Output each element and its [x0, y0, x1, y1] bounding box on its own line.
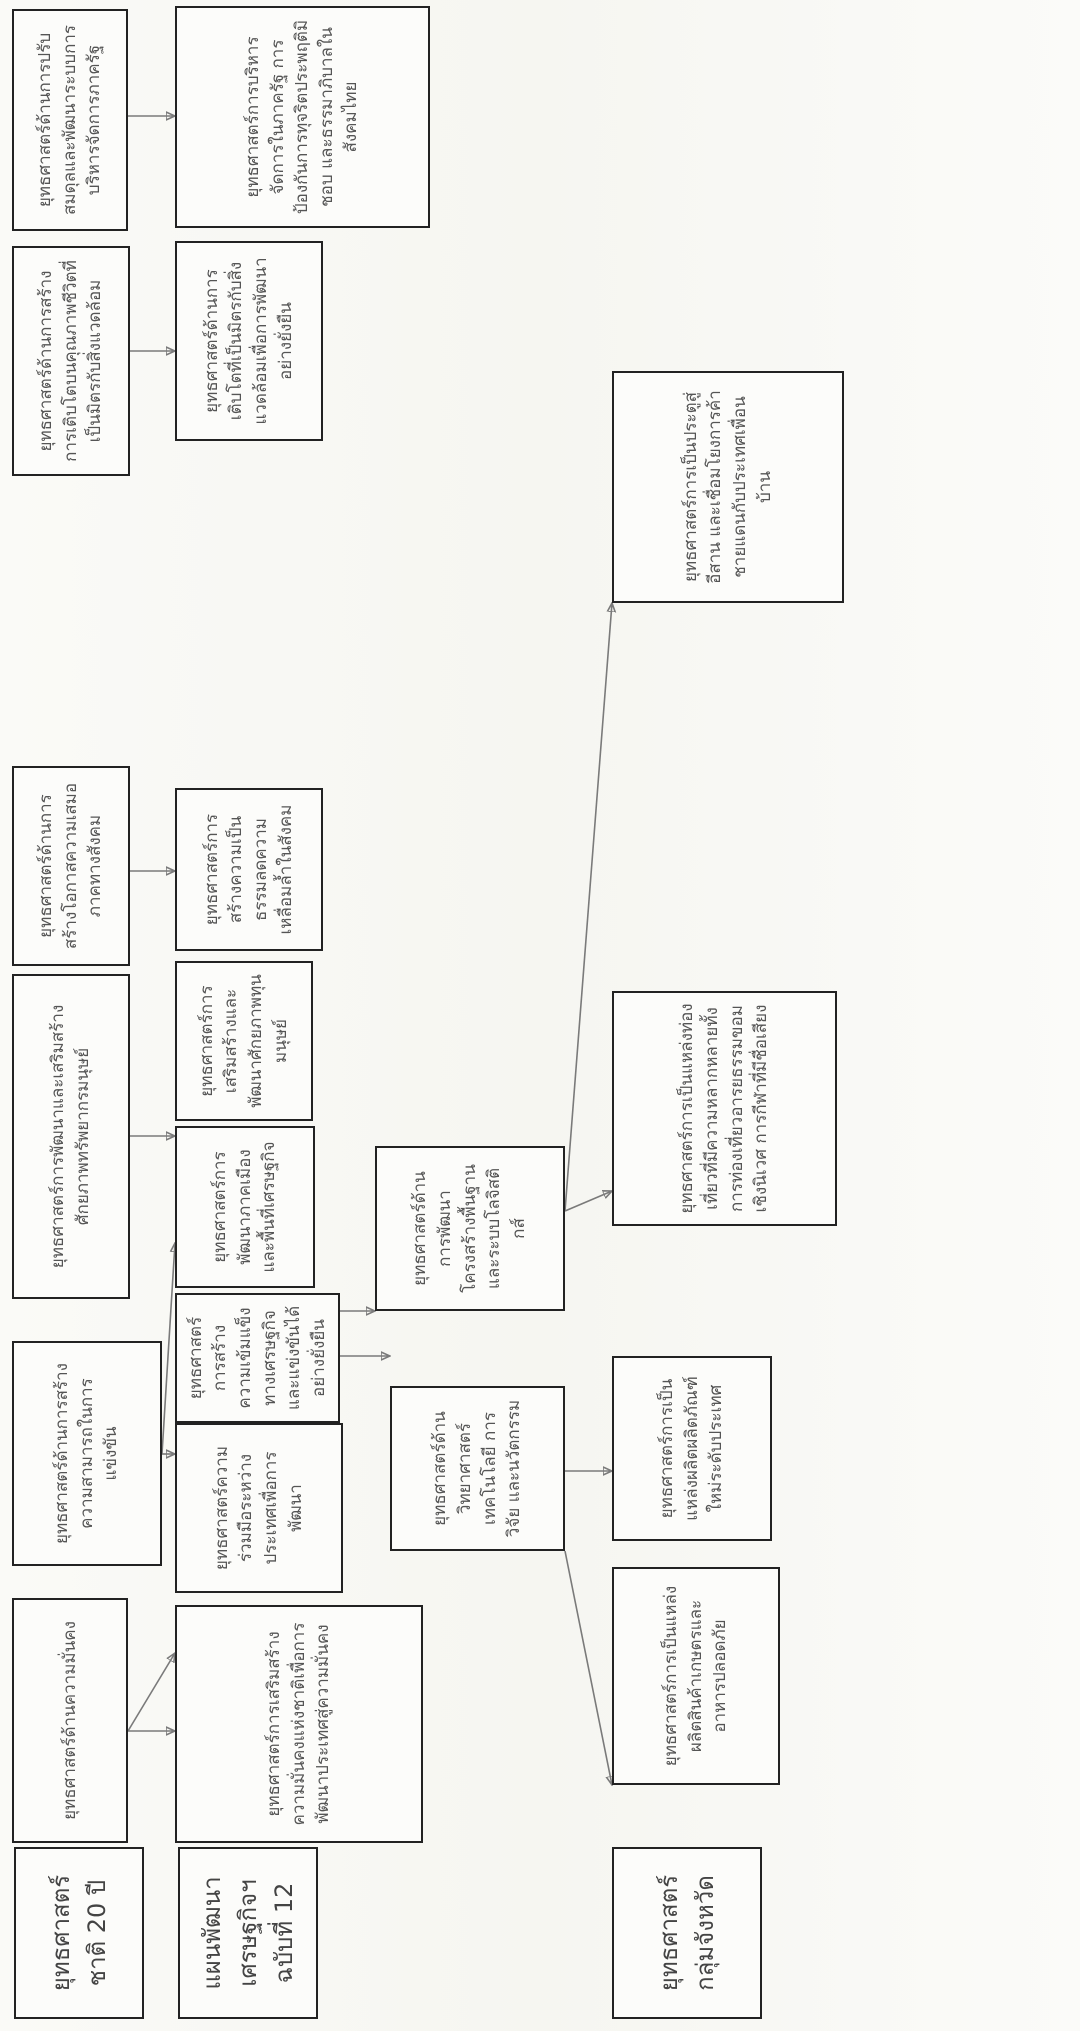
national-strategy-text: ยุทธศาสตร์การพัฒนาและเสริมสร้างศักยภาพทรัพยากรมนุษย์ — [48, 1004, 93, 1269]
national-strategy-human-resources — [12, 974, 130, 1299]
national-strategy-text: ยุทธศาสตร์ด้านการสร้างการเติบโตบนคุณภาพชีวิตที่เป็นมิตรกับสิ่งแวดล้อม — [36, 260, 106, 462]
plan-strategy-text: ยุทธศาสตร์ด้านการเติบโตที่เป็นมิตรกับสิ่งแวดล้อมเพื่อการพัฒนาอย่างยั่งยืน — [201, 257, 296, 425]
label-national-text: ยุทธศาสตร์ชาติ 20 ปี — [47, 1874, 111, 1992]
province-strategy-gateway-trade — [612, 371, 844, 603]
national-strategy-security — [12, 1598, 128, 1843]
arrow-plan-9-to-province-1 — [565, 1551, 612, 1785]
plan-strategy-national-security — [175, 1605, 423, 1843]
national-strategy-public-administration — [12, 9, 128, 231]
arrow-plan-10-to-province-4 — [565, 603, 612, 1211]
label-development-plan — [178, 1847, 318, 2019]
arrow-security-to-plan-2 — [128, 1653, 175, 1731]
plan-strategy-economic-strength — [175, 1293, 340, 1423]
plan-strategy-text: ยุทธศาสตร์การเสริมสร้างความมั่นคงแห่งชาติเพื่อการพัฒนาประเทศสู่ความมั่นคง — [264, 1622, 334, 1826]
province-strategy-new-products — [612, 1356, 772, 1541]
plan-strategy-human-capital — [175, 961, 313, 1121]
national-strategy-social-equality — [12, 766, 130, 966]
plan-strategy-text: ยุทธศาสตร์การสร้างความเป็นธรรมลดความเหลื่อมล้ำในสังคม — [201, 804, 296, 935]
national-strategy-text: ยุทธศาสตร์ด้านการสร้างโอกาสความเสมอภาคทางสังคม — [36, 782, 106, 950]
plan-strategy-international-cooperation — [175, 1423, 343, 1593]
plan-strategy-science-innovation — [390, 1386, 565, 1551]
plan-strategy-text: ยุทธศาสตร์ด้านการพัฒนาโครงสร้างพื้นฐานและระบบโลจิสติกส์ — [410, 1164, 529, 1293]
national-strategy-competitiveness — [12, 1341, 162, 1566]
province-strategy-text: ยุทธศาสตร์การเป็นแหล่งผลิตผลิตภัณฑ์ใหม่ระดับประเทศ — [657, 1376, 727, 1521]
plan-strategy-text: ยุทธศาสตร์ด้านวิทยาศาสตร์ เทคโนโลยี การวิจัย และนวัตกรรม — [430, 1399, 525, 1538]
plan-strategy-social-fairness — [175, 788, 323, 951]
plan-strategy-green-growth — [175, 241, 323, 441]
province-strategy-agriculture-food — [612, 1567, 780, 1785]
label-plan-text: แผนพัฒนาเศรษฐกิจฯ ฉบับที่ 12 — [198, 1876, 298, 1990]
label-province-text: ยุทธศาสตร์กลุ่มจังหวัด — [655, 1874, 719, 1992]
plan-strategy-text: ยุทธศาสตร์การบริหารจัดการในภาครัฐ การป้องกันการทุจริตประพฤติมิชอบ และธรรมาภิบาลในสังคมไทย — [242, 19, 362, 215]
province-strategy-text: ยุทธศาสตร์การเป็นแหล่งท่องเที่ยวที่มีความหลากหลายทั้งการท่องเที่ยวอารยธรรมขอม เชิงนิเวศ การกีฬาที่มีชื่อเสียง — [677, 1003, 772, 1214]
national-strategy-text: ยุทธศาสตร์ด้านการสร้างความสามารถในการแข่งขัน — [52, 1363, 122, 1544]
province-strategy-tourism — [612, 991, 837, 1226]
plan-strategy-text: ยุทธศาสตร์การพัฒนาภาคเมืองและพื้นที่เศรษฐกิจ — [210, 1141, 280, 1273]
plan-strategy-text: ยุทธศาสตร์การเสริมสร้างและพัฒนาศักยภาพทุนมนุษย์ — [196, 974, 291, 1108]
plan-strategy-infrastructure-logistics — [375, 1146, 565, 1311]
label-national-strategy — [14, 1847, 144, 2019]
national-strategy-text: ยุทธศาสตร์ด้านความมั่นคง — [59, 1621, 80, 1820]
province-strategy-text: ยุทธศาสตร์การเป็นแหล่งผลิตสินค้าเกษตรและอาหารปลอดภัย — [661, 1585, 731, 1767]
plan-strategy-governance — [175, 6, 430, 228]
plan-strategy-urban-economic-zones — [175, 1126, 315, 1288]
arrow-plan-10-to-province-3 — [565, 1191, 612, 1211]
arrow-competitiveness-to-plan-4 — [162, 1243, 175, 1454]
plan-strategy-text: ยุทธศาสตร์ความร่วมมือระหว่างประเทศเพื่อการพัฒนา — [211, 1445, 306, 1571]
province-strategy-text: ยุทธศาสตร์การเป็นประตูสู่อีสาน และเชื่อมโยงการค้าชายแดนกับประเทศเพื่อนบ้าน — [680, 390, 775, 584]
national-strategy-text: ยุทธศาสตร์ด้านการปรับสมดุลและพัฒนาระบบการบริหารจัดการภาครัฐ — [35, 24, 105, 216]
label-province-strategy — [612, 1847, 762, 2019]
plan-strategy-text: ยุทธศาสตร์การสร้างความเข้มแข็งทางเศรษฐกิจและแข่งขันได้อย่างยั่งยืน — [185, 1305, 329, 1411]
national-strategy-green-growth — [12, 246, 130, 476]
